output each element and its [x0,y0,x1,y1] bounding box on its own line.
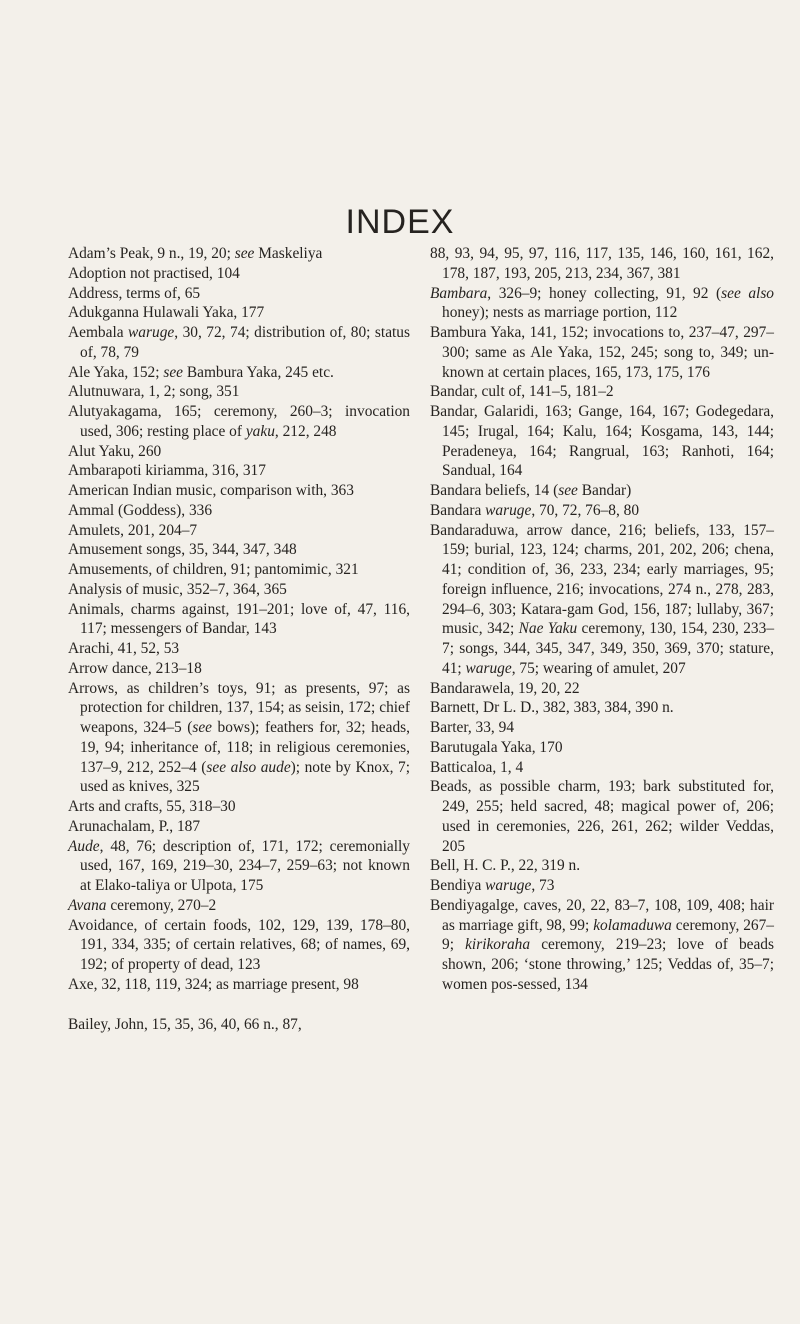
index-entry: Avoidance, of certain foods, 102, 129, 139, 178–80, 191, 334, 335; of certain relatives, 68; of names, 69, 192; of property of dead, 123 [68,916,410,973]
page-title: INDEX [345,202,455,241]
index-entry: Bandaraduwa, arrow dance, 216; beliefs, 133, 157–159; burial, 123, 124; charms, 201, 202, 206; chena, 41; condition of, 36, 233, 234; early marriages, 95; foreign influence, 216; invocations, 274 n., 278, 283, 294–6, 303; Katara-gam God, 156, 187; lullaby, 367; music, 342; Nae Yaku ceremony, 130, 154, 230, 233–7; songs, 344, 345, 347, 349, 350, 369, 370; stature, 41; waruge, 75; wearing of amulet, 207 [430,521,775,677]
index-entry: Address, terms of, 65 [68,284,201,302]
index-entry: Amusements, of children, 91; pantomimic, 321 [68,561,359,578]
index-entry: Amusement songs, 35, 344, 347, 348 [68,541,297,559]
index-entry: Ambarapoti kiriamma, 316, 317 [68,462,266,480]
index-entry: Bendiyagalge, caves, 20, 22, 83–7, 108, 109, 408; hair as marriage gift, 98, 99; kolamaduwa ceremony, 267–9; kirikoraha ceremony, 219–23; love of beads shown, 206; ‘stone throwing,’ 125; Veddas of, 35–7; women pos-sessed, 134 [430,896,775,993]
index-entry: Axe, 32, 118, 119, 324; as marriage present, 98 [68,975,359,993]
index-entry: Alut Yaku, 260 [68,442,162,460]
index-entry: Adoption not practised, 104 [68,264,240,282]
index-entry: Aembala waruge, 30, 72, 74; distribution of, 80; status of, 78, 79 [68,324,410,361]
index-entry: Bandara waruge, 70, 72, 76–8, 80 [430,501,640,519]
index-entry: Adukganna Hulawali Yaka, 177 [68,304,265,322]
index-entry: Batticaloa, 1, 4 [430,758,524,776]
index-entry: Barutugala Yaka, 170 [430,738,563,756]
index-entry: Bambara, 326–9; honey collecting, 91, 92 (see also honey); nests as marriage portion, 112 [430,284,775,322]
index-entry: Bandar, Galaridi, 163; Gange, 164, 167; Godegedara, 145; Irugal, 164; Kalu, 164; Kosgama, 143, 144; Peradeneya, 164; Rangrual, 163; Ranhoti, 164; Sandual, 164 [430,403,774,480]
index-entry: Analysis of music, 352–7, 364, 365 [68,580,287,598]
index-entry: Bell, H. C. P., 22, 319 n. [430,857,581,875]
index-entry: American Indian music, comparison with, 363 [68,482,354,499]
index-entry: Adam’s Peak, 9 n., 19, 20; see Maskeliya [68,245,323,262]
index-entry: Ammal (Goddess), 336 [68,501,213,519]
index-entry: Barter, 33, 94 [430,719,515,736]
index-entry: Bandar, cult of, 141–5, 181–2 [430,383,614,401]
index-entry: Arrows, as children’s toys, 91; as presents, 97; as protection for children, 137, 154; as seisin, 172; chief weapons, 324–5 (see bows); feathers for, 32; heads, 19, 94; inheritance of, 118; in religious ceremonies, 137–9, 212, 252–4 (see also aude); note by Knox, 7; used as knives, 325 [68,679,411,796]
index-entry: Animals, charms against, 191–201; love of, 47, 116, 117; messengers of Bandar, 143 [68,600,410,638]
index-column-left [68,244,410,1034]
index-entry: Alutyakagama, 165; ceremony, 260–3; invocation used, 306; resting place of yaku, 212, 248 [68,403,410,440]
index-entry: Arrow dance, 213–18 [68,659,202,677]
index-entry: Avana ceremony, 270–2 [68,896,217,914]
index-entry: 88, 93, 94, 95, 97, 116, 117, 135, 146, 160, 161, 162, 178, 187, 193, 205, 213, 234, 367, 381 [430,245,774,282]
index-entry: Alutnuwara, 1, 2; song, 351 [68,383,240,401]
index-entry: Bandarawela, 19, 20, 22 [430,679,580,697]
index-entry: Barnett, Dr L. D., 382, 383, 384, 390 n. [430,699,674,717]
index-entry: Arachi, 41, 52, 53 [68,640,180,657]
index-entry: Aude, 48, 76; description of, 171, 172; ceremonially used, 167, 169, 219–30, 234–7, 259–63; not known at Elako-taliya or Ulpota, 175 [68,837,410,894]
index-entry: Bambura Yaka, 141, 152; invocations to, 237–47, 297–300; same as Ale Yaka, 152, 245; song to, 349; un-known at certain places, 165, 173, 175, 176 [430,324,774,381]
index-entry: Arts and crafts, 55, 318–30 [68,798,236,815]
index-entry: Beads, as possible charm, 193; bark substituted for, 249, 255; held sacred, 48; magical power of, 206; used in ceremonies, 226, 261, 262; wilder Veddas, 205 [430,778,774,855]
index-entry: Bailey, John, 15, 35, 36, 40, 66 n., 87, [68,1015,302,1033]
index-entry: Bandara beliefs, 14 (see Bandar) [430,482,632,499]
index-column-right [430,244,774,995]
index-entry: Arunachalam, P., 187 [68,817,201,835]
index-entry: Ale Yaka, 152; see Bambura Yaka, 245 etc. [68,363,334,381]
index-entry: Bendiya waruge, 73 [430,877,555,894]
index-entry: Amulets, 201, 204–7 [68,521,198,539]
